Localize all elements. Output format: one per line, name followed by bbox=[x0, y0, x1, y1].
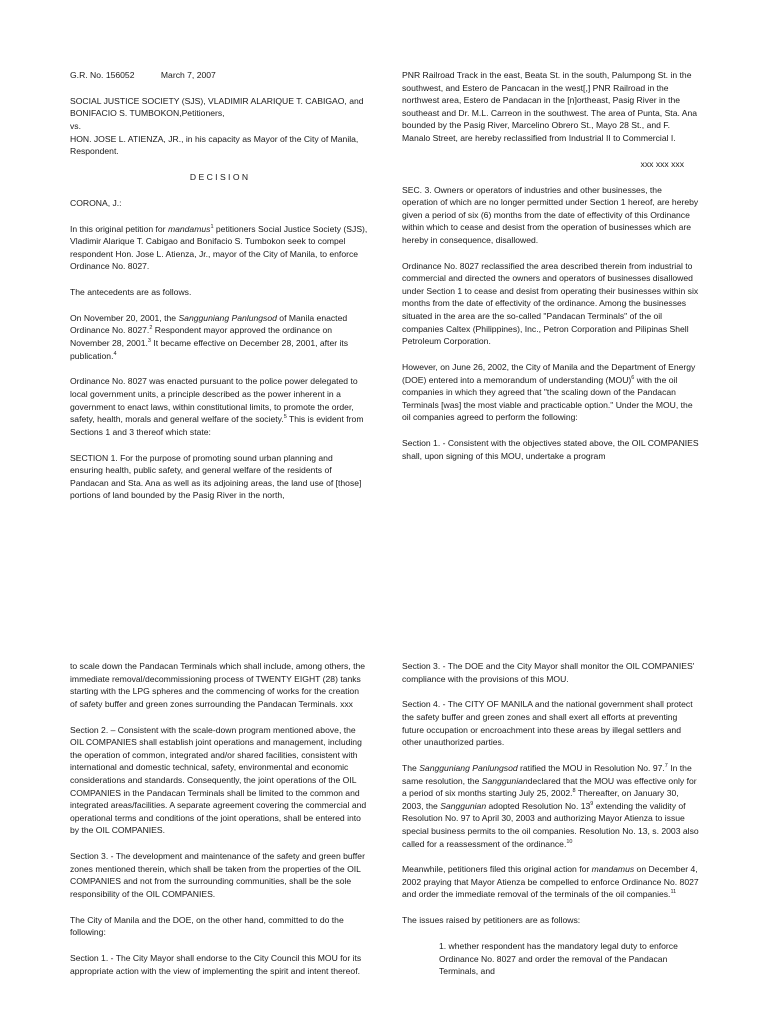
issue-item: 1. whether respondent has the mandatory legal duty to enforce Ordinance No. 8027 and order the removal of the Pandacan Terminals, and bbox=[439, 941, 678, 977]
footnote-ref: 11 bbox=[670, 889, 677, 896]
gr-number: G.R. No. 156052 bbox=[70, 70, 135, 80]
paragraph: The issues raised by petitioners are as follows: bbox=[402, 915, 581, 926]
text: Ordinance No. 8027 was enacted pursuant to the police power delegated to local government units, a principle described as the power inherent in a government to enact laws, within constitutional limits, to promote the order, safety, health, morals and general welfare of the society. bbox=[70, 376, 358, 425]
decision-date: March 7, 2007 bbox=[160, 70, 216, 80]
case-header bbox=[70, 69, 368, 82]
column-right-top bbox=[402, 69, 700, 476]
text: of Manila enacted Ordinance No. 8027. bbox=[70, 312, 348, 336]
decision-heading: D E C I S I O N bbox=[189, 171, 249, 182]
footnote-ref: 6 bbox=[631, 374, 635, 381]
text: In this original petition for bbox=[70, 223, 168, 234]
italic-text: Sangguniang Panlungsod bbox=[419, 762, 518, 773]
text: declared that the MOU was effective only for a period of six months starting July 25, 2002. bbox=[402, 775, 697, 799]
text: Respondent mayor approved the ordinance on November 28, 2001. bbox=[70, 325, 333, 349]
italic-text: Sanggunian bbox=[481, 775, 528, 786]
text: petitioners Social Justice Society (SJS), Vladimir Alarique T. Cabigao and Bonifacio S. Tumbokon seek to compel respondent Hon. Jose L. Atienza, Jr., mayor of the City of Manila, to enforce Ordinance No. 8027. bbox=[70, 223, 368, 272]
column-right-bottom bbox=[402, 660, 700, 991]
footnote-ref: 7 bbox=[664, 762, 668, 769]
text: adopted Resolution No. 13 bbox=[486, 800, 591, 811]
paragraph bbox=[70, 375, 368, 438]
italic-text: Sanggunian bbox=[440, 800, 487, 811]
text: with the oil companies in which they agreed that "the scaling down of the Pandacan Terminals [was] the most viable and practicable option." Under the MOU, the oil companies agreed to perform the following: bbox=[402, 374, 693, 423]
text: However, on June 26, 2002, the City of Manila and the Department of Energy (DOE) entered into a memorandum of understanding (MOU) bbox=[402, 362, 696, 385]
quoted-section: PNR Railroad Track in the east, Beata St. in the south, Palumpong St. in the southwest, and Estero de Pancacan in the west[,] PNR Railroad in the northwest area, Estero de Pandacan in the [n]ortheast, Pasig River in the southeast and Dr. M.L. Carreon in the southwest. The area of Punta, Sta. Ana bounded by the Pasig River, Marcelino Obrero St., Mayo 28 St., and F. Manalo Street, are hereby reclassified from Industrial II to Commercial I. bbox=[402, 70, 698, 143]
text: on December 4, 2002 praying that Mayor Atienza be compelled to enforce Ordinance No. 8027 and order the immediate removal of the terminals of the oil companies. bbox=[402, 864, 699, 900]
text: The bbox=[402, 762, 420, 773]
paragraph bbox=[402, 863, 700, 901]
italic-text: mandamus bbox=[591, 864, 635, 875]
ponente: CORONA, J.: bbox=[70, 197, 122, 208]
footnote-ref: 1 bbox=[210, 223, 214, 230]
text: ratified the MOU in Resolution No. 97. bbox=[517, 762, 665, 773]
text: This is evident from Sections 1 and 3 thereof which state: bbox=[70, 414, 364, 437]
column-left-bottom bbox=[70, 660, 368, 990]
quoted-section: SECTION 1. For the purpose of promoting sound urban planning and ensuring health, public safety, and general welfare of the residents of Pandacan and Sta. Ana as well as its adjoining areas, the land use of [those] portions of land bounded by the Pasig River in the north, bbox=[70, 452, 362, 501]
quoted-section: to scale down the Pandacan Terminals which shall include, among others, the immediate removal/decommissioning process of TWENTY EIGHT (28) tanks starting with the LPG spheres and the commencing of works for the creation of safety buffer and green zones surrounding the Pandacan Terminals. xxx bbox=[70, 661, 366, 709]
paragraph bbox=[70, 312, 368, 362]
text: It became effective on December 28, 2001, after its publication. bbox=[70, 338, 349, 361]
paragraph bbox=[402, 361, 700, 424]
text: In the same resolution, the bbox=[402, 762, 692, 786]
quoted-section: Section 3. - The DOE and the City Mayor shall monitor the OIL COMPANIES' compliance with the provisions of this MOU. bbox=[402, 661, 695, 684]
text: extending the validity of Resolution No. 97 to April 30, 2003 and authorizing Mayor Atienza to issue special business permits to the oil companies. Resolution No. 13, s. 2003 also called for a reassessment of the ordinance. bbox=[402, 800, 699, 849]
paragraph: Ordinance No. 8027 reclassified the area described therein from industrial to commercial and directed the owners and operators of businesses disallowed under Section 1 to cease and desist from operating their businesses within six months from the date of effectivity of the ordinance. Among the businesses situated in the area are the so-called "Pandacan Terminals" of the oil companies Caltex (Philippines), Inc., Petron Corporation and Pilipinas Shell Petroleum Corporation. bbox=[402, 260, 699, 347]
footnote-ref: 4 bbox=[113, 350, 117, 357]
quoted-section: Section 2. – Consistent with the scale-down program mentioned above, the OIL COMPANIES shall establish joint operations and management, including the operation of common, integrated and/or shared facilities, consistent with international and domestic technical, safety, environmental and economic considerations and standards. Consequently, the joint operations of the OIL COMPANIES in the Pandacan Terminals shall be limited to the common and integrated areas/facilities. A separate agreement covering the commercial and operational terms and conditions of the joint operations, shall be entered into by the OIL COMPANIES. bbox=[70, 724, 367, 836]
paragraph: The City of Manila and the DOE, on the other hand, committed to do the following: bbox=[70, 914, 344, 938]
versus: vs. bbox=[70, 120, 81, 131]
paragraph bbox=[402, 762, 700, 850]
quoted-section: SEC. 3. Owners or operators of industries and other businesses, the operation of which are no longer permitted under Section 1 hereof, are hereby given a period of six (6) months from the date of effectivity of this Ordinance within which to cease and desist from the operation of businesses which are hereby in consequence, disallowed. bbox=[402, 184, 699, 245]
footnote-ref: 10 bbox=[566, 838, 573, 845]
text: On November 20, 2001, the bbox=[70, 312, 179, 323]
footnote-ref: 8 bbox=[572, 788, 576, 795]
text: Thereafter, on January 30, 2003, the bbox=[402, 788, 679, 811]
footnote-ref: 9 bbox=[590, 800, 594, 807]
italic-text: Sangguniang Panlungsod bbox=[178, 312, 277, 323]
quoted-section: Section 3. - The development and maintenance of the safety and green buffer zones mentioned therein, which shall be taken from the properties of the OIL COMPANIES and not from the surrounding communities, shall be the sole responsibility of the OIL COMPANIES. bbox=[70, 851, 365, 899]
footnote-ref: 3 bbox=[147, 338, 151, 345]
respondent: HON. JOSE L. ATIENZA, JR., in his capacity as Mayor of the City of Manila, Respondent. bbox=[70, 133, 359, 157]
quoted-section: Section 1. - Consistent with the objectives stated above, the OIL COMPANIES shall, upon signing of this MOU, undertake a program bbox=[402, 438, 699, 461]
ellipsis-marker: xxx xxx xxx bbox=[640, 158, 684, 169]
footnote-ref: 2 bbox=[149, 325, 153, 332]
petitioners: SOCIAL JUSTICE SOCIETY (SJS), VLADIMIR ALARIQUE T. CABIGAO, and BONIFACIO S. TUMBOKON,Petitioners, bbox=[70, 95, 364, 119]
column-left-top bbox=[70, 69, 368, 515]
italic-text: mandamus bbox=[167, 223, 211, 234]
quoted-section: Section 1. - The City Mayor shall endorse to the City Council this MOU for its appropriate action with the view of implementing the spirit and intent thereof. bbox=[70, 953, 362, 976]
footnote-ref: 5 bbox=[283, 414, 287, 421]
paragraph bbox=[70, 223, 368, 273]
page-bottom-half bbox=[0, 655, 768, 1024]
paragraph: The antecedents are as follows. bbox=[70, 287, 192, 298]
text: Meanwhile, petitioners filed this original action for bbox=[402, 864, 592, 875]
quoted-section: Section 4. - The CITY OF MANILA and the national government shall protect the safety buffer and green zones and shall exert all efforts at preventing future occupation or encroachment into these areas by illegal settlers and other unauthorized parties. bbox=[402, 699, 693, 748]
